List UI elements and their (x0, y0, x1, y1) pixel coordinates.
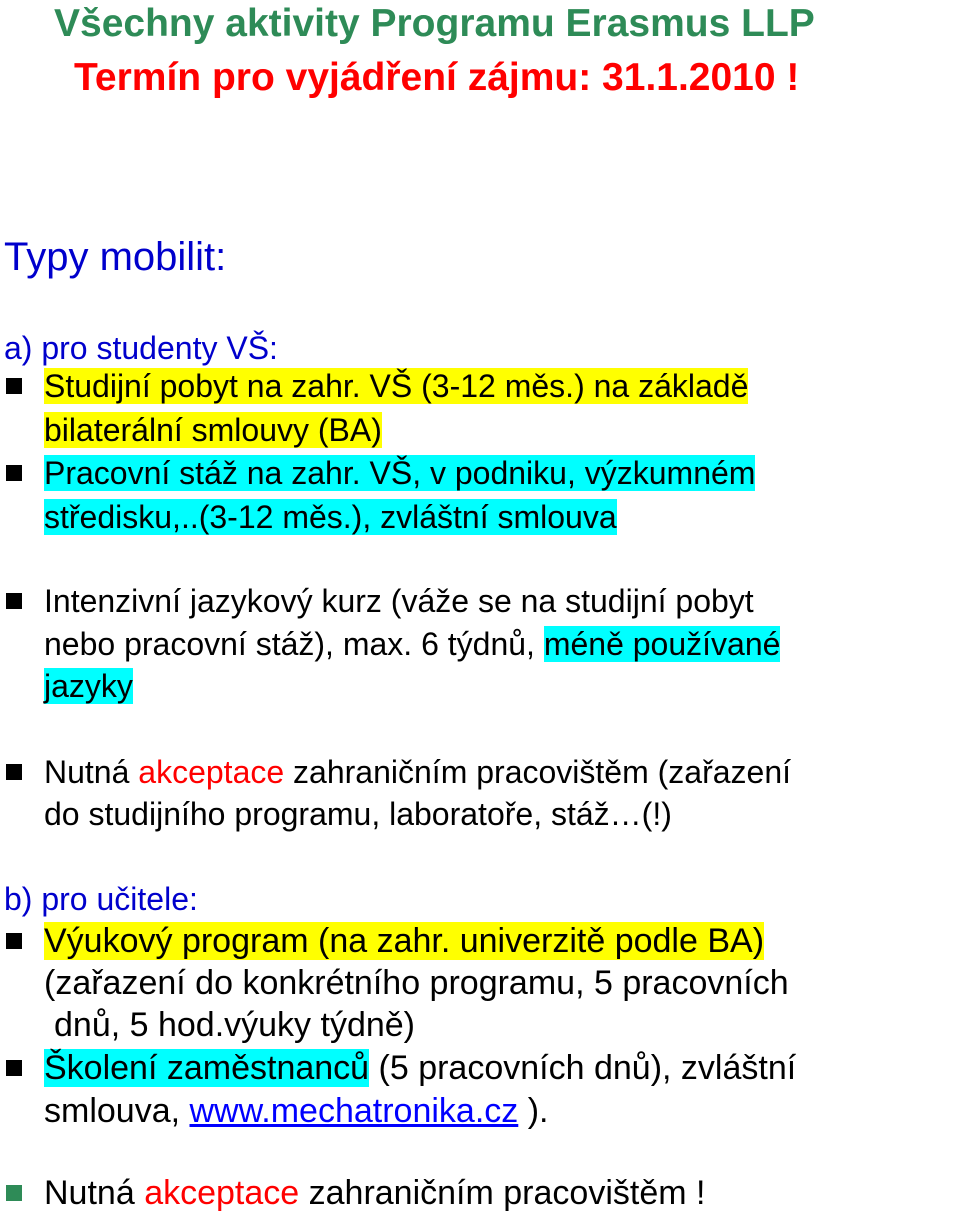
item-line: Studijní pobyt na zahr. VŠ (3-12 měs.) na základě (44, 368, 749, 404)
mobility-types-heading: Typy mobilit: (4, 235, 227, 279)
list-item-continuation (44, 666, 133, 706)
square-bullet-icon (6, 1185, 22, 1201)
highlight-text: méně používané (543, 626, 781, 662)
list-item-continuation (44, 497, 617, 537)
item-line: bilaterální smlouvy (BA) (44, 412, 382, 448)
list-item-continuation: do studijního programu, laboratoře, stáž…(!) (44, 796, 672, 832)
item-line: středisku,..(3-12 měs.), zvláštní smlouva (44, 499, 617, 535)
item-text: nebo pracovní stáž), max. 6 týdnů, (44, 626, 544, 662)
deadline-text: Termín pro vyjádření zájmu: 31.1.2010 ! (74, 56, 800, 99)
list-item-continuation (44, 624, 780, 664)
item-text: Nutná (44, 754, 139, 790)
list-item-continuation: (zařazení do konkrétního programu, 5 pracovních (44, 964, 789, 1002)
item-text: zahraničním pracovištěm ! (299, 1174, 706, 1212)
list-item-continuation: dnů, 5 hod.výuky týdně) (54, 1006, 416, 1044)
list-item (44, 453, 755, 493)
highlight-text: Školení zaměstnanců (44, 1049, 370, 1087)
square-bullet-icon (6, 593, 22, 609)
mechatronika-link[interactable]: www.mechatronika.cz (189, 1092, 519, 1130)
list-item-continuation (44, 1090, 549, 1132)
list-item (44, 752, 791, 792)
item-line: Pracovní stáž na zahr. VŠ, v podniku, výzkumném (44, 455, 756, 491)
item-text: ). (518, 1092, 549, 1130)
square-bullet-icon (6, 465, 22, 481)
page-title: Všechny aktivity Programu Erasmus LLP (54, 2, 815, 45)
item-text: (5 pracovních dnů), zvláštní (369, 1049, 797, 1087)
item-text: Nutná (44, 1174, 145, 1212)
emphasis-text: akceptace (138, 754, 285, 790)
teachers-heading: b) pro učitele: (4, 881, 198, 917)
square-bullet-icon (6, 933, 22, 949)
highlight-text: jazyky (44, 668, 133, 704)
list-item (44, 1047, 796, 1089)
square-bullet-icon (6, 378, 22, 394)
footer-note (44, 1172, 705, 1214)
square-bullet-icon (6, 764, 22, 780)
emphasis-text: akceptace (144, 1174, 300, 1212)
students-heading: a) pro studenty VŠ: (4, 330, 278, 366)
item-line: Výukový program (na zahr. univerzitě podle BA) (44, 922, 765, 960)
item-text: zahraničním pracovištěm (zařazení (284, 754, 792, 790)
item-text: smlouva, (44, 1092, 190, 1130)
list-item: Intenzivní jazykový kurz (váže se na studijní pobyt (44, 583, 754, 619)
list-item (44, 366, 748, 406)
list-item (44, 920, 764, 962)
square-bullet-icon (6, 1060, 22, 1076)
list-item-continuation (44, 410, 382, 450)
